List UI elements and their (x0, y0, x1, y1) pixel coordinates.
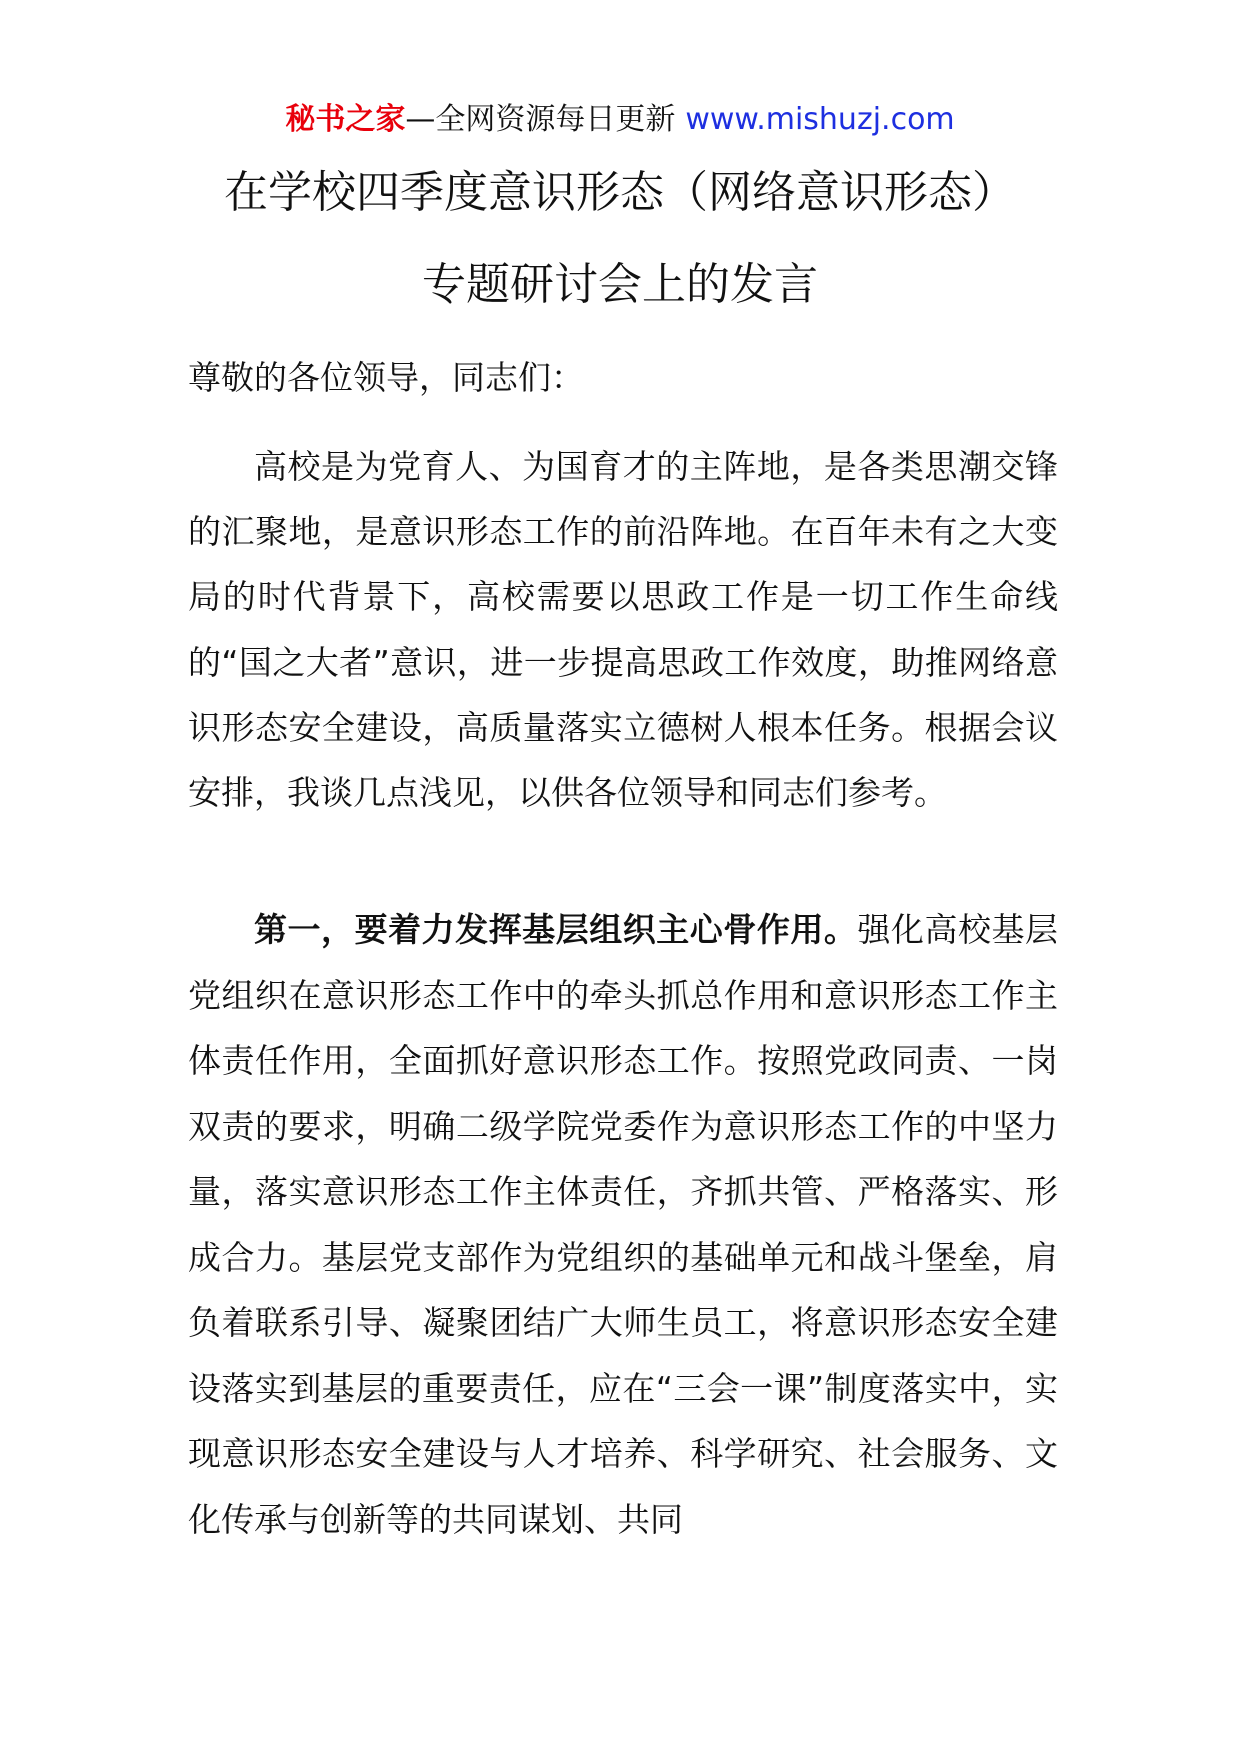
document-title-line-2: 专题研讨会上的发言 (422, 259, 818, 310)
salutation: 尊敬的各位领导，同志们： (188, 358, 584, 397)
brand-name: 秘书之家 (285, 102, 406, 137)
site-header (0, 98, 1240, 142)
paragraph-text: 强化高校基层党组织在意识形态工作中的牵头抓总作用和意识形态工作主体责任作用，全面抓好意识形态工作。按照党政同责、一岗双责的要求，明确二级学院党委作为意识形态工作的中坚力量，落实意识形态工作主体责任，齐抓共管、严格落实、形成合力。基层党支部作为党组织的基础单元和战斗堡垒，肩负着联系引导、凝聚团结广大师生员工，将意识形态安全建设落实到基层的重要责任，应在“三会一课”制度落实中，实现意识形态安全建设与人才培养、科学研究、社会服务、文化传承与创新等的共同谋划、共同 (188, 910, 1059, 1539)
paragraph-intro (188, 434, 1058, 825)
paragraph-text: 高校是为党育人、为国育才的主阵地，是各类思潮交锋的汇聚地，是意识形态工作的前沿阵地。在百年未有之大变局的时代背景下，高校需要以思政工作是一切工作生命线的“国之大者”意识，进一步提高思政工作效度，助推网络意识形态安全建设，高质量落实立德树人根本任务。根据会议安排，我谈几点浅见，以供各位领导和同志们参考。 (188, 447, 1058, 813)
paragraph-point-one (188, 897, 1058, 1552)
header-tagline: —全网资源每日更新 (405, 102, 676, 137)
header-url-link[interactable]: www.mishuzj.com (685, 102, 955, 137)
document-title-line-1: 在学校四季度意识形态（网络意识形态） (224, 167, 1016, 218)
paragraph-heading: 第一，要着力发挥基层组织主心骨作用。 (254, 910, 858, 949)
